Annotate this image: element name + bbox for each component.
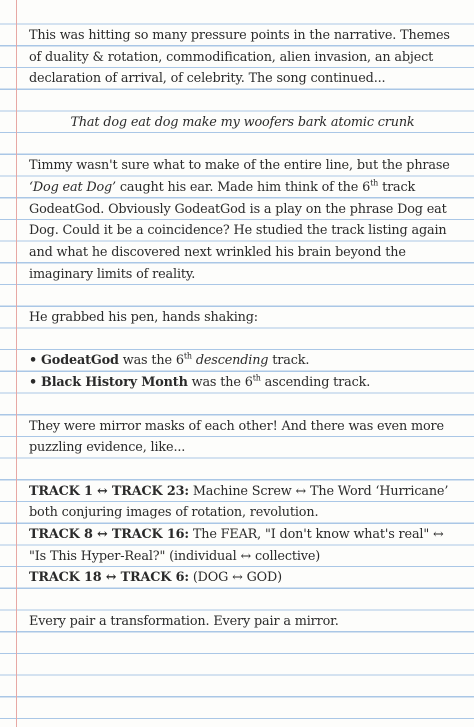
paragraph-closing: Every pair a transformation. Every pair a mirror. bbox=[29, 613, 339, 629]
lyric-quote: That dog eat dog make my woofers bark atomic crunk bbox=[70, 114, 415, 130]
margin-line bbox=[16, 0, 17, 727]
page-content bbox=[29, 25, 456, 633]
bullet-item: • GodeatGod was the 6th descending track. bbox=[29, 350, 456, 372]
paragraph-pen: He grabbed his pen, hands shaking: bbox=[29, 310, 258, 326]
paragraph-mirror: They were mirror masks of each other! And there was even more puzzling evidence, like... bbox=[29, 418, 444, 456]
paragraph-intro: This was hitting so many pressure points in the narrative. Themes of duality & rotation, commodification, alien invasion, an abject declaration of arrival, of celebrity. The song continued... bbox=[29, 28, 450, 87]
bullet-item: • Black History Month was the 6th ascending track. bbox=[29, 372, 456, 394]
paragraph-timmy: Timmy wasn't sure what to make of the entire line, but the phrase ‘Dog eat Dog’ caught his ear. Made him think of the 6th track GodeatGod. Obviously GodeatGod is a play on the phrase Dog eat Dog. Could it be a coincidence? He studied the track listing again and what he discovered next wrinkled his brain beyond the imaginary limits of reality. bbox=[29, 158, 450, 282]
track-pair: TRACK 18 ↔ TRACK 6: (DOG ↔ GOD) bbox=[29, 570, 282, 586]
track-pair: TRACK 1 ↔ TRACK 23: Machine Screw ↔ The Word ‘Hurricane’ both conjuring images of rotation, revolution. bbox=[29, 483, 449, 521]
phrase-dog-eat-dog: ‘Dog eat Dog’ bbox=[29, 179, 116, 195]
track-pair: TRACK 8 ↔ TRACK 16: The FEAR, "I don't know what's real" ↔ "Is This Hyper-Real?" (individual ↔ collective) bbox=[29, 527, 444, 564]
